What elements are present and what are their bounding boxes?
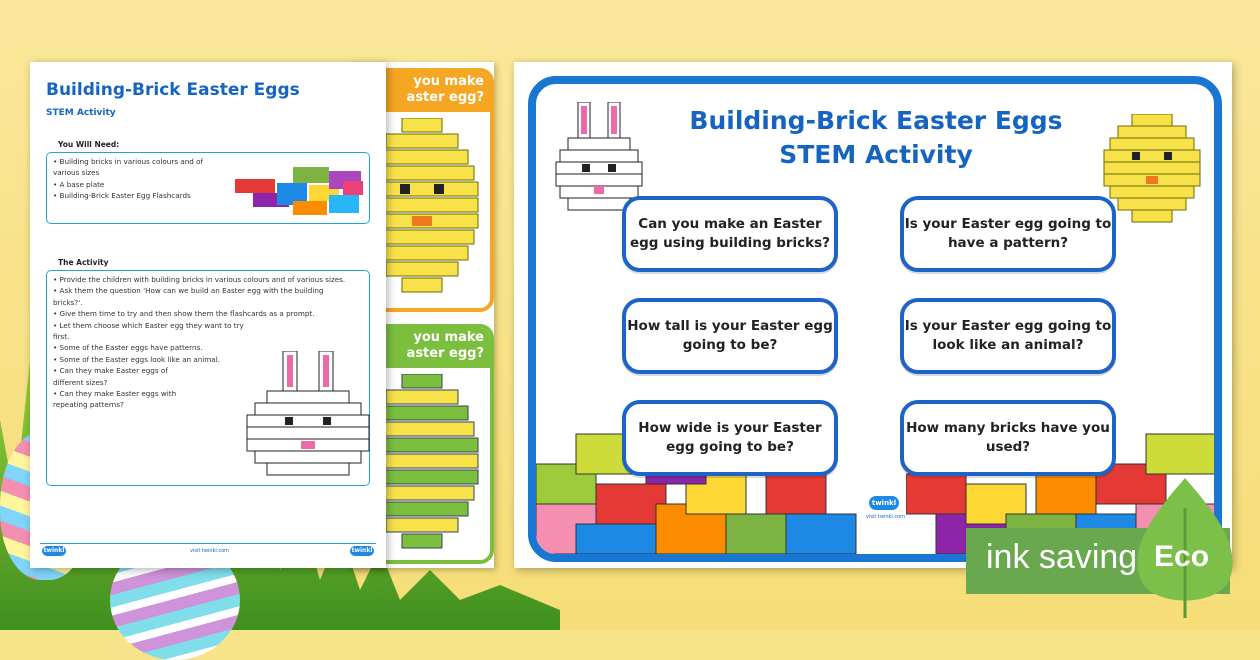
activity-item: • Let them choose which Easter egg they want to try first. xyxy=(53,320,248,343)
need-label: You Will Need: xyxy=(58,140,120,149)
question-card: How many bricks have you used? xyxy=(900,400,1116,476)
question-card: Can you make an Easter egg using building bricks? xyxy=(622,196,838,272)
need-item: • A base plate xyxy=(53,179,218,190)
activity-item: • Provide the children with building bricks in various colours and of various sizes. xyxy=(53,274,363,285)
sheet-subtitle: STEM Activity xyxy=(46,108,116,118)
question-card: How wide is your Easter egg going to be? xyxy=(622,400,838,476)
need-box xyxy=(46,152,370,224)
activity-item: • Can they make Easter eggs of different sizes? xyxy=(53,365,183,388)
ink-saving-text: ink saving xyxy=(986,538,1138,576)
sheet-title: Building-Brick Easter Eggs xyxy=(46,80,300,100)
poster-subtitle: STEM Activity xyxy=(779,140,973,169)
flashcard-question: you make aster egg? xyxy=(362,72,490,112)
activity-item: • Give them time to try and then show them the flashcards as a prompt. xyxy=(53,308,363,319)
need-item: • Building-Brick Easter Egg Flashcards xyxy=(53,190,218,201)
question-card: How tall is your Easter egg going to be? xyxy=(622,298,838,374)
activity-label: The Activity xyxy=(58,258,109,267)
bunny-egg-illustration xyxy=(243,351,373,481)
need-item: • Building bricks in various colours and of various sizes xyxy=(53,156,218,179)
poster-title: Building-Brick Easter Eggs xyxy=(689,106,1063,135)
poster-frame xyxy=(528,76,1222,562)
sheet-footer xyxy=(40,543,376,558)
question-card: Is your Easter egg going to have a pattern? xyxy=(900,196,1116,272)
instruction-sheet xyxy=(30,62,386,568)
chick-egg-icon xyxy=(1102,114,1202,234)
twinkl-logo: twinkl xyxy=(351,547,373,554)
twinkl-logo: twinkl xyxy=(869,496,899,510)
question-card: Is your Easter egg going to look like an animal? xyxy=(900,298,1116,374)
flashcard-question: you make aster egg? xyxy=(362,328,490,368)
activity-item: • Ask them the question 'How can we build an Easter egg with the building bricks?'. xyxy=(53,285,353,308)
poster-sheet xyxy=(514,62,1232,568)
bricks-pile-illustration xyxy=(233,159,365,219)
activity-box xyxy=(46,270,370,486)
footer-url: visit twinkl.com xyxy=(190,548,230,554)
activity-item: • Some of the Easter eggs look like an animal. xyxy=(53,354,248,365)
twinkl-logo: twinkl xyxy=(43,547,65,554)
eco-label: Eco xyxy=(1154,540,1210,573)
activity-item: • Can they make Easter eggs with repeating patterns? xyxy=(53,388,183,411)
activity-item: • Some of the Easter eggs have patterns. xyxy=(53,342,248,353)
poster-url: visit twinkl.com xyxy=(866,514,906,520)
